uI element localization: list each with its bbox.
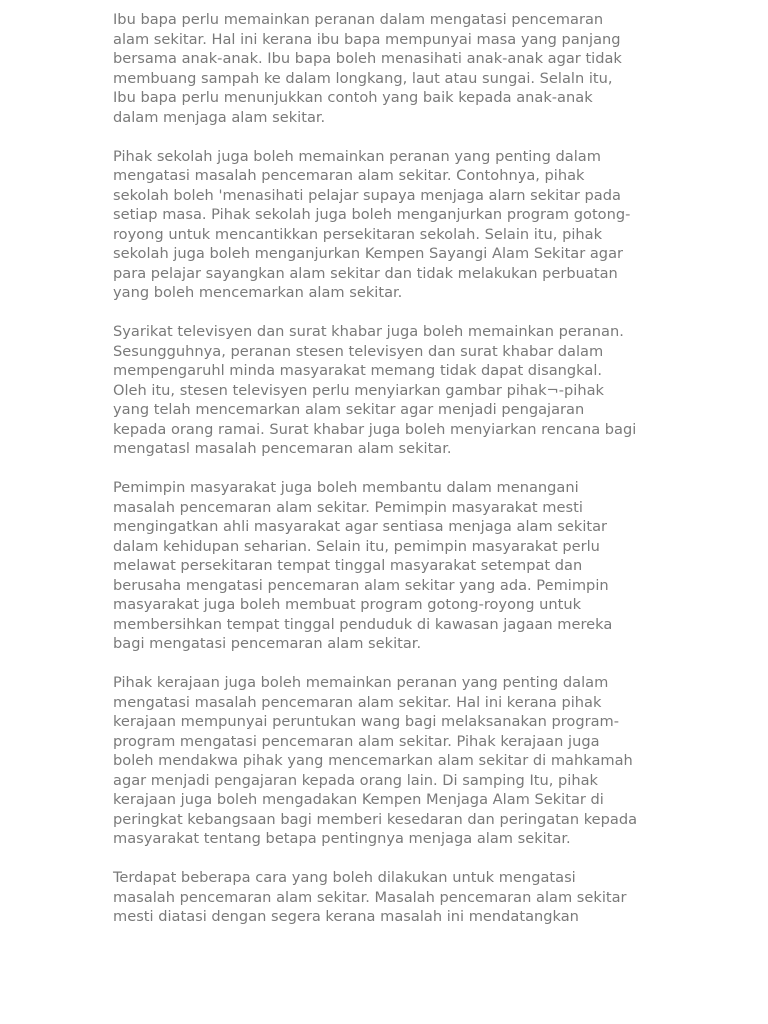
- text-line: masyarakat juga boleh membuat program gotong-royong untuk: [113, 596, 582, 613]
- text-line: mengatasi masalah pencemaran alam sekitar. Hal ini kerana pihak: [113, 693, 602, 711]
- text-line: agar menjadi pengajaran kepada orang lain. Di samping Itu, pihak: [113, 771, 598, 789]
- text-line: para pelajar sayangkan alam sekitar dan tidak melakukan perbuatan: [113, 264, 618, 282]
- text-line: program mengatasi pencemaran alam sekitar. Pihak kerajaan juga: [113, 732, 600, 750]
- text-line: Ibu bapa perlu menunjukkan contoh yang baik kepada anak-anak: [113, 89, 593, 106]
- text-line: mesti diatasi dengan segera kerana masalah ini mendatangkan: [113, 908, 579, 925]
- text-line: membersihkan tempat tinggal penduduk di kawasan jagaan mereka: [113, 615, 613, 633]
- paragraph: [113, 10, 673, 127]
- text-line: kepada orang ramai. Surat khabar juga boleh menyiarkan rencana bagi: [113, 420, 637, 438]
- paragraph: [113, 478, 673, 654]
- text-line: masalah pencemaran alam sekitar. Pemimpin masyarakat mesti: [113, 498, 583, 516]
- text-line: yang boleh mencemarkan alam sekitar.: [113, 284, 403, 301]
- text-line: Pihak kerajaan juga boleh memainkan peranan yang penting dalam: [113, 674, 609, 691]
- paragraph: [113, 673, 673, 849]
- document-body: [113, 10, 673, 946]
- paragraph: [113, 868, 673, 927]
- text-line: kerajaan mempunyai peruntukan wang bagi melaksanakan program-: [113, 713, 620, 730]
- text-line: Pihak sekolah juga boleh memainkan peranan yang penting dalam: [113, 147, 601, 165]
- text-line: dalam menjaga alam sekitar.: [113, 108, 326, 126]
- text-line: Pemimpin masyarakat juga boleh membantu dalam menangani: [113, 479, 579, 496]
- text-line: berusaha mengatasi pencemaran alam sekitar yang ada. Pemimpin: [113, 576, 609, 594]
- text-line: membuang sampah ke dalam longkang, laut atau sungai. Selaln itu,: [113, 69, 613, 87]
- text-line: masyarakat tentang betapa pentingnya menjaga alam sekitar.: [113, 830, 571, 847]
- paragraph: [113, 322, 673, 459]
- text-line: setiap masa. Pihak sekolah juga boleh menganjurkan program gotong-: [113, 206, 631, 223]
- text-line: Oleh itu, stesen televisyen perlu menyiarkan gambar pihak¬-pihak: [113, 381, 604, 399]
- text-line: sekolah juga boleh menganjurkan Kempen Sayangi Alam Sekitar agar: [113, 245, 624, 262]
- text-line: alam sekitar. Hal ini kerana ibu bapa mempunyai masa yang panjang: [113, 30, 621, 48]
- text-line: mempengaruhl minda masyarakat memang tidak dapat disangkal.: [113, 362, 603, 379]
- text-line: sekolah boleh 'menasihati pelajar supaya menjaga alarn sekitar pada: [113, 186, 621, 204]
- text-line: mengatasl masalah pencemaran alam sekitar.: [113, 440, 452, 457]
- text-line: Syarikat televisyen dan surat khabar juga boleh memainkan peranan.: [113, 323, 624, 340]
- text-line: masalah pencemaran alam sekitar. Masalah pencemaran alam sekitar: [113, 888, 627, 906]
- text-line: bagi mengatasi pencemaran alam sekitar.: [113, 635, 422, 652]
- text-line: boleh mendakwa pihak yang mencemarkan alam sekitar di mahkamah: [113, 752, 633, 769]
- paragraph: [113, 147, 673, 303]
- text-line: kerajaan juga boleh mengadakan Kempen Menjaga Alam Sekitar di: [113, 791, 604, 808]
- text-line: royong untuk mencantikkan persekitaran sekolah. Selain itu, pihak: [113, 225, 603, 243]
- text-line: Terdapat beberapa cara yang boleh dilakukan untuk mengatasi: [113, 869, 576, 886]
- text-line: Ibu bapa perlu memainkan peranan dalam mengatasi pencemaran: [113, 11, 604, 28]
- text-line: dalam kehidupan seharian. Selain itu, pemimpin masyarakat perlu: [113, 537, 600, 555]
- text-line: bersama anak-anak. Ibu bapa boleh menasihati anak-anak agar tidak: [113, 50, 622, 67]
- text-line: peringkat kebangsaan bagi memberi kesedaran dan peringatan kepada: [113, 810, 638, 828]
- text-line: yang telah mencemarkan alam sekitar agar menjadi pengajaran: [113, 401, 585, 418]
- text-line: mengatasi masalah pencemaran alam sekitar. Contohnya, pihak: [113, 167, 585, 184]
- text-line: mengingatkan ahli masyarakat agar sentiasa menjaga alam sekitar: [113, 518, 608, 535]
- text-line: Sesungguhnya, peranan stesen televisyen dan surat khabar dalam: [113, 342, 604, 360]
- text-line: melawat persekitaran tempat tinggal masyarakat setempat dan: [113, 557, 583, 574]
